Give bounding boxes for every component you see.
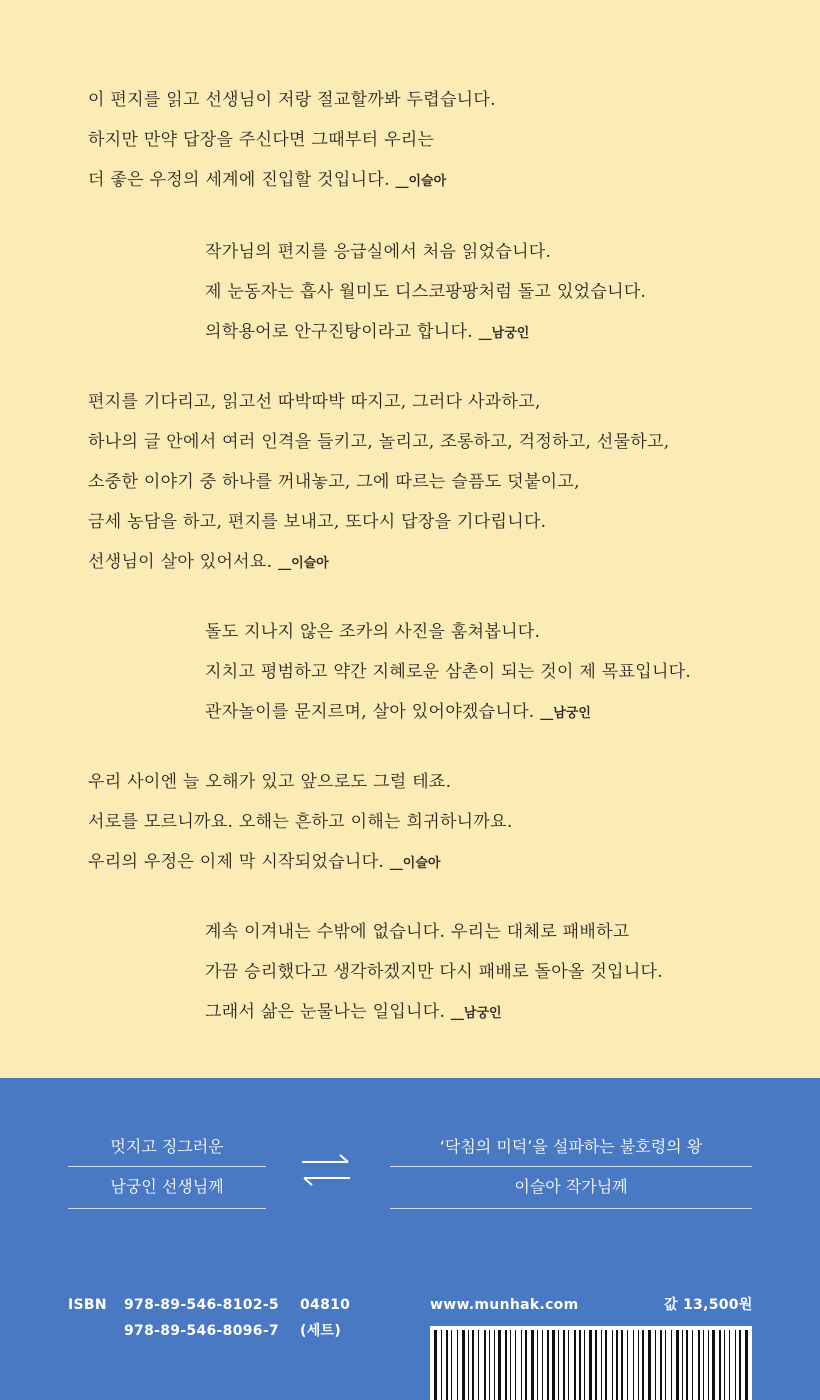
recipient-left-line1: 멋지고 징그러운 xyxy=(110,1137,224,1156)
barcode-bar xyxy=(579,1330,581,1400)
barcode-bar xyxy=(660,1330,662,1400)
barcode-bar xyxy=(708,1330,709,1400)
excerpt-line: 더 좋은 우정의 세계에 진입할 것입니다. __이슬아 xyxy=(88,170,447,190)
excerpt-line: 의학용어로 안구진탕이라고 합니다. __남궁인 xyxy=(205,322,530,342)
barcode-bar xyxy=(505,1330,507,1400)
author-signature: __남궁인 xyxy=(450,1006,502,1021)
exchange-arrows-icon xyxy=(298,1150,354,1190)
barcode-bar xyxy=(621,1330,623,1400)
barcode-bar xyxy=(612,1330,613,1400)
barcode-bar xyxy=(494,1330,495,1400)
excerpt-line: 우리의 우정은 이제 막 시작되었습니다. __이슬아 xyxy=(88,852,441,872)
barcode-bar xyxy=(510,1330,511,1400)
excerpt-line: 우리 사이엔 늘 오해가 있고 앞으로도 그럴 테죠. xyxy=(88,772,452,792)
barcode-bar xyxy=(745,1330,748,1400)
author-signature: __이슬아 xyxy=(389,856,441,871)
barcode-bar xyxy=(451,1330,452,1400)
excerpt-line: 계속 이겨내는 수밖에 없습니다. 우리는 대체로 패배하고 xyxy=(205,922,630,942)
barcode-bar xyxy=(537,1330,538,1400)
barcode-bar xyxy=(584,1330,585,1400)
barcode-bar xyxy=(735,1330,736,1400)
excerpt-line: 금세 농담을 하고, 편지를 보내고, 또다시 답장을 기다립니다. xyxy=(88,512,547,532)
publisher-website: www.munhak.com xyxy=(430,1297,579,1313)
barcode-bar xyxy=(484,1330,486,1400)
author-signature: __남궁인 xyxy=(478,326,530,341)
barcode-bar xyxy=(692,1330,693,1400)
barcode-bar xyxy=(676,1330,679,1400)
isbn-set-label: (세트) xyxy=(300,1323,342,1339)
barcode-bar xyxy=(595,1330,597,1400)
barcode-bar xyxy=(724,1330,725,1400)
excerpt-line: 소중한 이야기 중 하나를 꺼내놓고, 그에 따르는 슬픔도 덧붙이고, xyxy=(88,472,580,492)
barcode-bar xyxy=(589,1330,592,1400)
barcode-bar xyxy=(698,1330,700,1400)
excerpt-line: 하지만 만약 답장을 주신다면 그때부터 우리는 xyxy=(88,130,435,150)
divider xyxy=(390,1208,752,1209)
barcode-bar xyxy=(682,1330,683,1400)
divider xyxy=(68,1208,266,1209)
barcode-bar xyxy=(547,1330,549,1400)
barcode-bar xyxy=(686,1330,688,1400)
barcode-bar xyxy=(601,1330,602,1400)
excerpt-line: 그래서 삶은 눈물나는 일입니다. __남궁인 xyxy=(205,1002,502,1022)
barcode-bar xyxy=(558,1330,559,1400)
isbn-number: 978-89-546-8102-5 xyxy=(124,1297,279,1313)
barcode-bar xyxy=(472,1330,474,1400)
barcode-bar xyxy=(489,1330,490,1400)
excerpt-line: 지치고 평범하고 약간 지혜로운 삼촌이 되는 것이 제 목표입니다. xyxy=(205,662,692,682)
barcode-bar xyxy=(729,1330,730,1400)
barcode-bar xyxy=(525,1330,527,1400)
barcode-bar xyxy=(531,1330,534,1400)
recipient-left-line2: 남궁인 선생님께 xyxy=(110,1177,224,1196)
barcode-bar xyxy=(671,1330,672,1400)
barcode-bar xyxy=(457,1330,458,1400)
author-signature: __이슬아 xyxy=(395,174,447,189)
isbn-add-on-code: 04810 xyxy=(300,1297,351,1313)
barcode-bar xyxy=(521,1330,522,1400)
barcode-bar xyxy=(478,1330,479,1400)
author-signature: __남궁인 xyxy=(540,706,591,721)
excerpt-line: 돌도 지나지 않은 조카의 사진을 훔쳐봅니다. xyxy=(205,622,541,642)
divider xyxy=(68,1166,266,1167)
barcode-bar xyxy=(633,1330,634,1400)
price-label: 값 13,500원 xyxy=(664,1297,753,1313)
barcode-bar xyxy=(446,1330,448,1400)
barcode-bar xyxy=(574,1330,576,1400)
barcode-bar xyxy=(605,1330,607,1400)
excerpt-line: 관자놀이를 문지르며, 살아 있어야겠습니다. __남궁인 xyxy=(205,702,591,722)
barcode-bar xyxy=(642,1330,644,1400)
author-signature: __이슬아 xyxy=(278,556,329,571)
barcode-bar xyxy=(542,1330,543,1400)
barcode-bar xyxy=(719,1330,721,1400)
barcode-bar xyxy=(665,1330,666,1400)
divider xyxy=(390,1166,752,1167)
barcode-bar xyxy=(552,1330,555,1400)
barcode-bar xyxy=(434,1330,437,1400)
isbn-set-number: 978-89-546-8096-7 xyxy=(124,1323,279,1339)
barcode-bar xyxy=(498,1330,501,1400)
excerpt-line: 하나의 글 안에서 여러 인격을 들키고, 놀리고, 조롱하고, 걱정하고, 선물하고, xyxy=(88,432,670,452)
excerpt-line: 이 편지를 읽고 선생님이 저랑 절교할까봐 두렵습니다. xyxy=(88,90,496,110)
isbn-label: ISBN xyxy=(68,1297,107,1313)
excerpt-line: 작가님의 편지를 응급실에서 처음 읽었습니다. xyxy=(205,242,552,262)
barcode-bar xyxy=(739,1330,741,1400)
excerpt-line: 가끔 승리했다고 생각하겠지만 다시 패배로 돌아올 것입니다. xyxy=(205,962,663,982)
recipient-right-line2: 이슬아 작가님께 xyxy=(514,1177,628,1196)
excerpt-line: 선생님이 살아 있어서요. __이슬아 xyxy=(88,552,329,572)
barcode xyxy=(430,1326,752,1400)
barcode-bar xyxy=(712,1330,715,1400)
barcode-bar xyxy=(563,1330,565,1400)
barcode-bar xyxy=(703,1330,704,1400)
excerpt-line: 서로를 모르니까요. 오해는 흔하고 이해는 희귀하니까요. xyxy=(88,812,513,832)
barcode-bar xyxy=(462,1330,465,1400)
excerpt-line: 제 눈동자는 흡사 월미도 디스코팡팡처럼 돌고 있었습니다. xyxy=(205,282,647,302)
barcode-bar xyxy=(638,1330,639,1400)
barcode-bar xyxy=(441,1330,442,1400)
barcode-bar xyxy=(568,1330,569,1400)
excerpt-line: 편지를 기다리고, 읽고선 따박따박 따지고, 그러다 사과하고, xyxy=(88,392,541,412)
barcode-bar xyxy=(468,1330,469,1400)
barcode-bar xyxy=(515,1330,516,1400)
recipient-right-line1: ‘닥침의 미덕’을 설파하는 불호령의 왕 xyxy=(439,1137,703,1156)
barcode-bar xyxy=(627,1330,628,1400)
barcode-bar xyxy=(655,1330,656,1400)
barcode-bar xyxy=(648,1330,651,1400)
barcode-bar xyxy=(616,1330,618,1400)
